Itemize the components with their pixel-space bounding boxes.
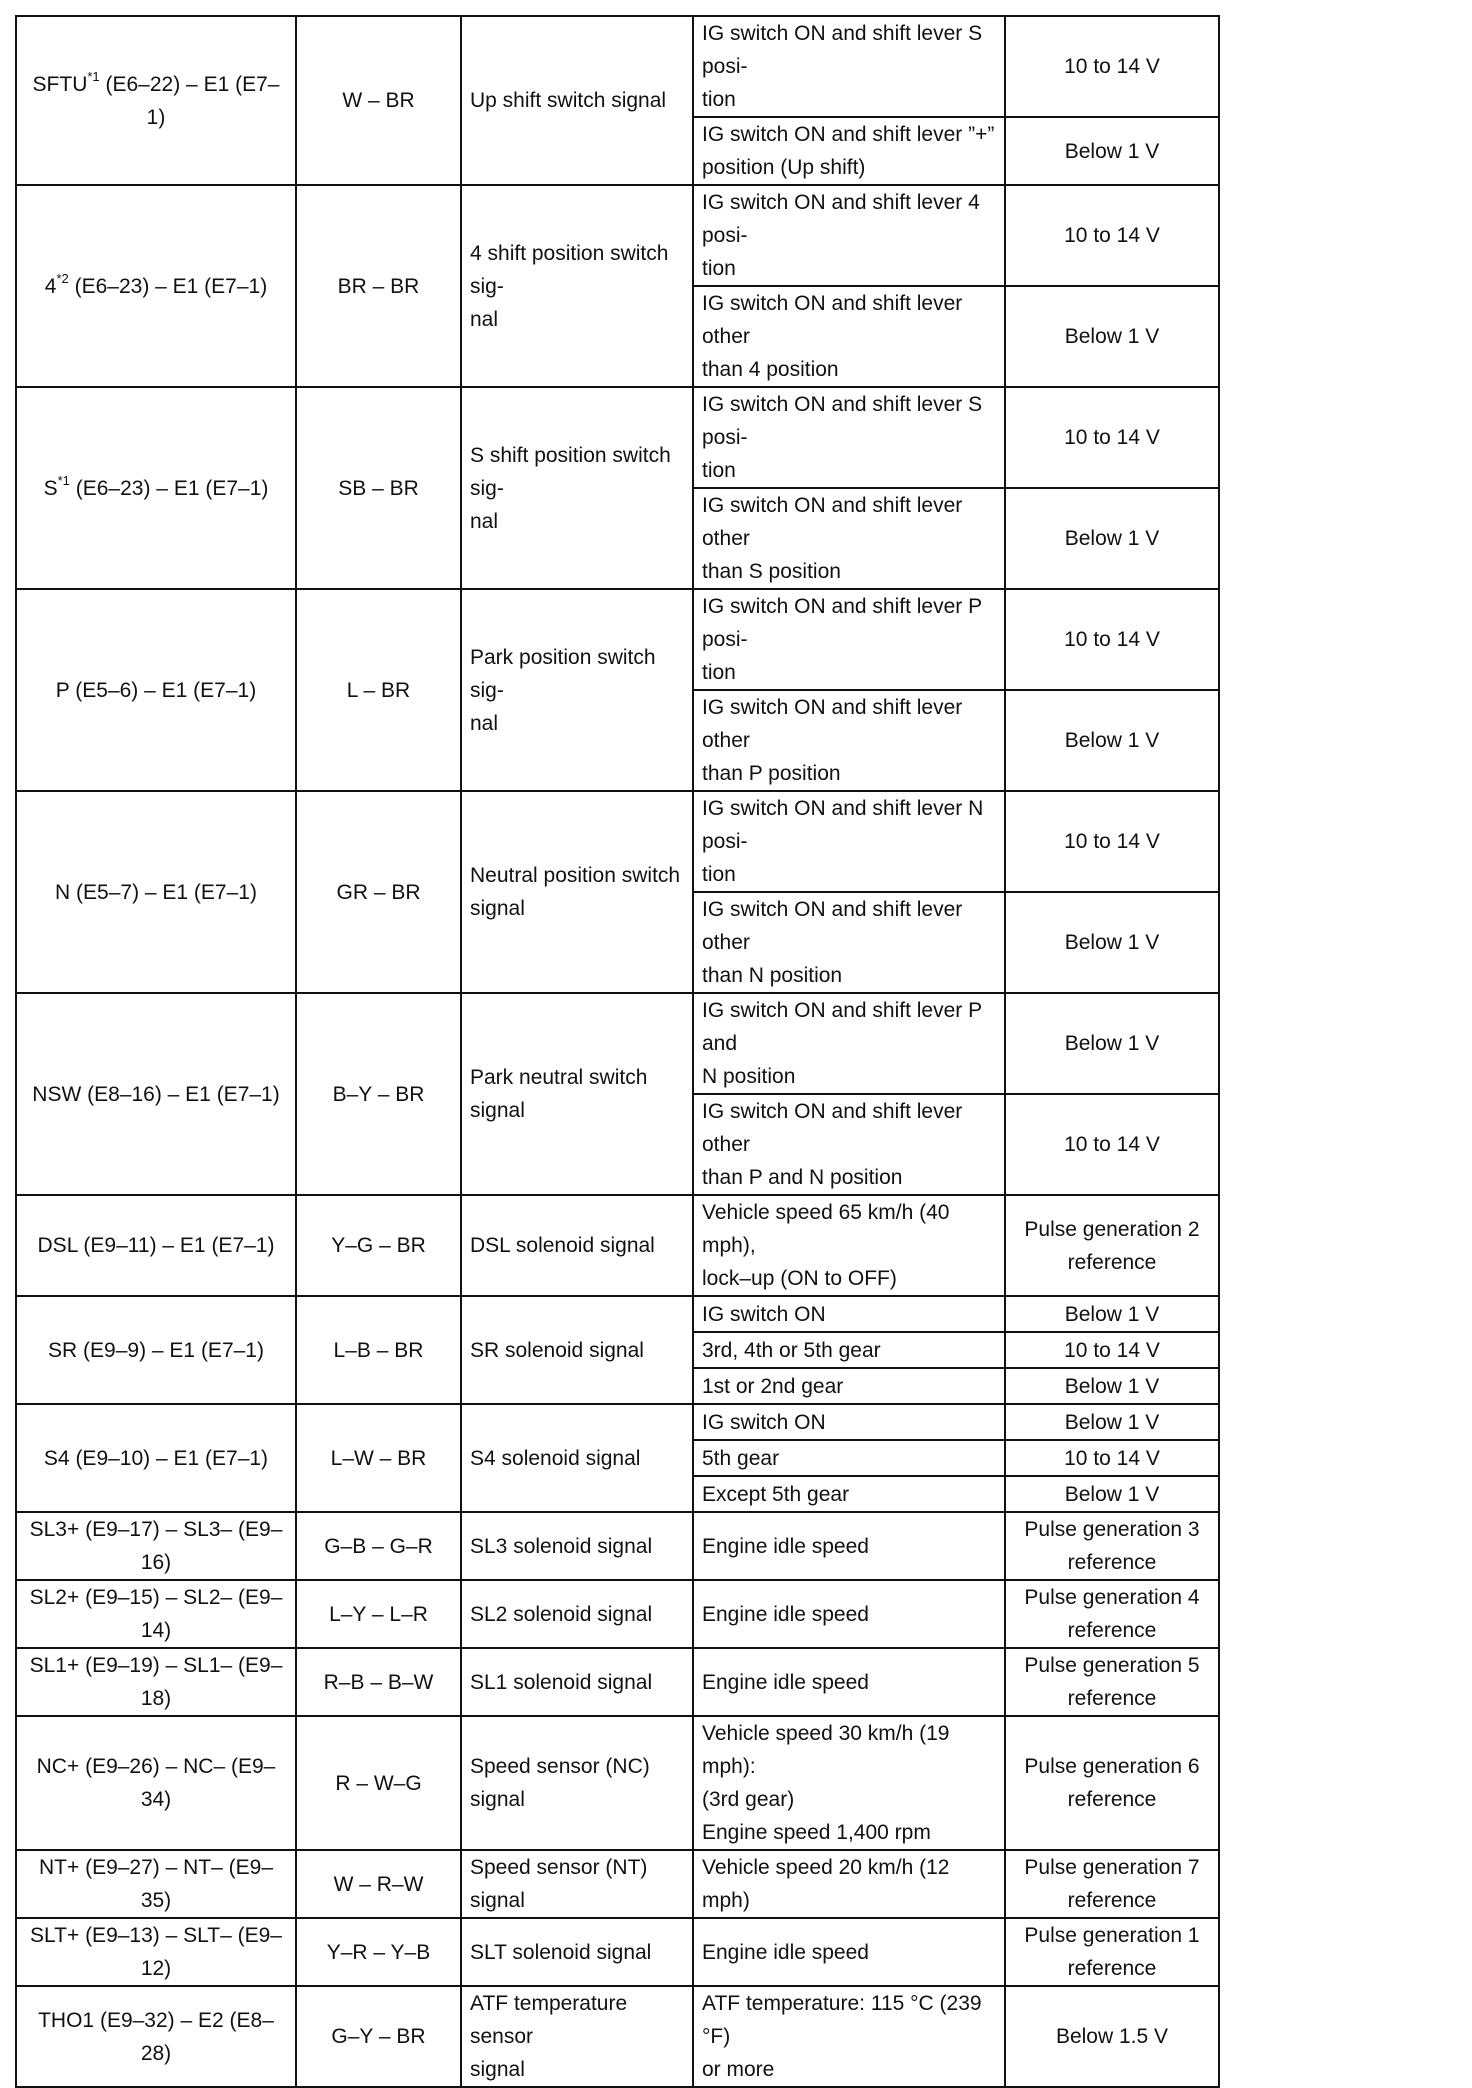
signal-description-cell bbox=[461, 791, 693, 993]
condition-cell bbox=[693, 690, 1005, 791]
cell-line: Engine idle speed bbox=[702, 1670, 869, 1694]
signal-description-cell bbox=[461, 185, 693, 387]
cell-line: Below 1 V bbox=[1064, 729, 1160, 752]
table-row bbox=[16, 1716, 1219, 1850]
cell-line: S4 solenoid signal bbox=[470, 1446, 641, 1470]
terminal-name: THO1 (E9–32) – E2 (E8–28) bbox=[38, 2008, 274, 2065]
wiring-color-cell: B–Y – BR bbox=[296, 993, 461, 1195]
terminal-inspection-table bbox=[15, 15, 1220, 2088]
terminal-cell bbox=[16, 791, 296, 993]
cell-line: Below 1 V bbox=[1064, 1032, 1160, 1055]
cell-line: position (Up shift) bbox=[702, 156, 866, 179]
specified-value-cell bbox=[1005, 117, 1219, 185]
terminal-pins: (E6–23) – E1 (E7–1) bbox=[69, 476, 269, 500]
cell-line: 10 to 14 V bbox=[1064, 1446, 1160, 1470]
cell-line: tion bbox=[702, 88, 736, 111]
terminal-name: NC+ (E9–26) – NC– (E9–34) bbox=[36, 1755, 276, 1811]
condition-cell bbox=[693, 1512, 1005, 1580]
signal-description-cell bbox=[461, 1918, 693, 1986]
cell-line: Vehicle speed 20 km/h (12 mph) bbox=[702, 1856, 950, 1912]
specified-value-cell bbox=[1005, 387, 1219, 488]
terminal-name: 4 bbox=[44, 274, 57, 298]
cell-line: reference bbox=[1067, 1619, 1157, 1642]
specified-value-cell bbox=[1005, 1476, 1219, 1512]
table-row bbox=[16, 589, 1219, 690]
cell-line: Vehicle speed 65 km/h (40 mph), bbox=[702, 1201, 950, 1257]
terminal-cell bbox=[16, 16, 296, 185]
table-body bbox=[16, 16, 1219, 2087]
condition-cell bbox=[693, 1368, 1005, 1404]
cell-line: N position bbox=[702, 1065, 796, 1088]
table-row bbox=[16, 1850, 1219, 1918]
condition-cell bbox=[693, 1440, 1005, 1476]
wiring-color-cell: Y–R – Y–B bbox=[296, 1918, 461, 1986]
terminal-cell bbox=[16, 1986, 296, 2087]
wiring-color-cell: G–Y – BR bbox=[296, 1986, 461, 2087]
specified-value-cell bbox=[1005, 1918, 1219, 1986]
terminal-name: SL1+ (E9–19) – SL1– (E9–18) bbox=[29, 1654, 283, 1710]
table-row bbox=[16, 993, 1219, 1094]
specified-value-cell bbox=[1005, 16, 1219, 117]
signal-description-cell bbox=[461, 1404, 693, 1512]
cell-line: IG switch ON bbox=[702, 1302, 826, 1326]
terminal-cell bbox=[16, 1296, 296, 1404]
signal-description-cell bbox=[461, 1986, 693, 2087]
table-row bbox=[16, 16, 1219, 117]
condition-cell bbox=[693, 589, 1005, 690]
condition-cell bbox=[693, 286, 1005, 387]
cell-line: Below 1 V bbox=[1064, 1374, 1160, 1398]
cell-line: than P and N position bbox=[702, 1166, 903, 1189]
cell-line: Engine speed 1,400 rpm bbox=[702, 1821, 931, 1844]
cell-line: Pulse generation 5 bbox=[1024, 1654, 1200, 1677]
cell-line: 10 to 14 V bbox=[1064, 628, 1160, 651]
wiring-color-cell: L–B – BR bbox=[296, 1296, 461, 1404]
condition-cell bbox=[693, 1094, 1005, 1195]
cell-line: Pulse generation 1 bbox=[1024, 1924, 1200, 1947]
cell-line: signal bbox=[470, 2058, 525, 2081]
specified-value-cell bbox=[1005, 1648, 1219, 1716]
signal-description-cell bbox=[461, 1512, 693, 1580]
signal-description-cell bbox=[461, 1716, 693, 1850]
signal-description-cell bbox=[461, 1195, 693, 1296]
condition-cell bbox=[693, 488, 1005, 589]
wiring-color-cell: L–W – BR bbox=[296, 1404, 461, 1512]
signal-description-cell bbox=[461, 1296, 693, 1404]
cell-line: tion bbox=[702, 661, 736, 684]
cell-line: Below 1 V bbox=[1064, 139, 1160, 163]
terminal-pins: (E6–22) – E1 (E7–1) bbox=[99, 72, 280, 129]
cell-line: Speed sensor (NT) signal bbox=[470, 1856, 648, 1912]
cell-line: Engine idle speed bbox=[702, 1940, 869, 1964]
wiring-color-cell: W – R–W bbox=[296, 1850, 461, 1918]
table-row bbox=[16, 1195, 1219, 1296]
table-row bbox=[16, 185, 1219, 286]
cell-line: Up shift switch signal bbox=[470, 89, 667, 112]
table-row bbox=[16, 791, 1219, 892]
terminal-cell bbox=[16, 387, 296, 589]
terminal-cell bbox=[16, 185, 296, 387]
specified-value-cell bbox=[1005, 1296, 1219, 1332]
specified-value-cell bbox=[1005, 892, 1219, 993]
condition-cell bbox=[693, 993, 1005, 1094]
signal-description-cell bbox=[461, 1850, 693, 1918]
terminal-name: DSL (E9–11) – E1 (E7–1) bbox=[37, 1234, 275, 1257]
cell-line: tion bbox=[702, 257, 736, 280]
terminal-cell bbox=[16, 1580, 296, 1648]
terminal-name: NT+ (E9–27) – NT– (E9–35) bbox=[38, 1856, 273, 1912]
cell-line: Pulse generation 7 bbox=[1024, 1856, 1200, 1879]
wiring-color-cell: G–B – G–R bbox=[296, 1512, 461, 1580]
terminal-cell bbox=[16, 1648, 296, 1716]
cell-line: IG switch ON and shift lever other bbox=[702, 898, 963, 954]
condition-cell bbox=[693, 117, 1005, 185]
cell-line: ATF temperature: 115 °C (239 °F) bbox=[702, 1992, 982, 2048]
cell-line: than N position bbox=[702, 964, 843, 987]
cell-line: reference bbox=[1067, 1250, 1157, 1274]
cell-line: Speed sensor (NC) signal bbox=[470, 1755, 650, 1811]
cell-line: Below 1 V bbox=[1064, 931, 1160, 954]
condition-cell bbox=[693, 1332, 1005, 1368]
condition-cell bbox=[693, 1986, 1005, 2087]
specified-value-cell bbox=[1005, 488, 1219, 589]
cell-line: Pulse generation 3 bbox=[1024, 1518, 1200, 1541]
terminal-footnote: *1 bbox=[57, 472, 70, 488]
cell-line: Park neutral switch signal bbox=[470, 1066, 648, 1122]
table-row bbox=[16, 1918, 1219, 1986]
cell-line: IG switch ON bbox=[702, 1410, 826, 1434]
terminal-name: SLT+ (E9–13) – SLT– (E9–12) bbox=[30, 1924, 282, 1980]
condition-cell bbox=[693, 1918, 1005, 1986]
wiring-color-cell: Y–G – BR bbox=[296, 1195, 461, 1296]
cell-line: 1st or 2nd gear bbox=[702, 1374, 844, 1398]
wiring-color-cell: R – W–G bbox=[296, 1716, 461, 1850]
signal-description-cell bbox=[461, 16, 693, 185]
terminal-name: S4 (E9–10) – E1 (E7–1) bbox=[43, 1446, 269, 1470]
condition-cell bbox=[693, 892, 1005, 993]
specified-value-cell bbox=[1005, 1716, 1219, 1850]
wiring-color-cell: SB – BR bbox=[296, 387, 461, 589]
table-row bbox=[16, 1404, 1219, 1440]
cell-line: SL3 solenoid signal bbox=[470, 1534, 653, 1558]
cell-line: reference bbox=[1067, 1788, 1157, 1811]
table-row bbox=[16, 1580, 1219, 1648]
terminal-cell bbox=[16, 589, 296, 791]
cell-line: 10 to 14 V bbox=[1064, 55, 1160, 78]
cell-line: 5th gear bbox=[702, 1446, 780, 1470]
cell-line: IG switch ON and shift lever P posi- bbox=[702, 595, 982, 651]
cell-line: reference bbox=[1067, 1889, 1157, 1912]
specified-value-cell bbox=[1005, 1440, 1219, 1476]
specified-value-cell bbox=[1005, 1404, 1219, 1440]
signal-description-cell bbox=[461, 589, 693, 791]
table-row bbox=[16, 1512, 1219, 1580]
cell-line: Below 1 V bbox=[1064, 325, 1160, 348]
terminal-name: P (E5–6) – E1 (E7–1) bbox=[55, 678, 257, 702]
terminal-name: SR (E9–9) – E1 (E7–1) bbox=[48, 1338, 264, 1362]
cell-line: lock–up (ON to OFF) bbox=[702, 1267, 897, 1290]
cell-line: Neutral position switch bbox=[470, 864, 681, 887]
signal-description-cell bbox=[461, 387, 693, 589]
specified-value-cell bbox=[1005, 1368, 1219, 1404]
cell-line: Pulse generation 2 bbox=[1024, 1217, 1200, 1241]
cell-line: than P position bbox=[702, 762, 841, 785]
specified-value-cell bbox=[1005, 1094, 1219, 1195]
terminal-name: N (E5–7) – E1 (E7–1) bbox=[55, 880, 257, 904]
terminal-footnote: *2 bbox=[56, 270, 69, 286]
specified-value-cell bbox=[1005, 1512, 1219, 1580]
cell-line: tion bbox=[702, 863, 736, 886]
cell-line: than S position bbox=[702, 560, 841, 583]
cell-line: 10 to 14 V bbox=[1064, 830, 1160, 853]
table-row bbox=[16, 1648, 1219, 1716]
cell-line: Below 1 V bbox=[1064, 1302, 1160, 1326]
table-row bbox=[16, 1296, 1219, 1332]
condition-cell bbox=[693, 1850, 1005, 1918]
cell-line: nal bbox=[470, 307, 499, 331]
terminal-name: SL2+ (E9–15) – SL2– (E9–14) bbox=[29, 1586, 283, 1642]
cell-line: or more bbox=[702, 2058, 775, 2081]
signal-description-cell bbox=[461, 1580, 693, 1648]
wiring-color-cell: L – BR bbox=[296, 589, 461, 791]
cell-line: Below 1.5 V bbox=[1055, 2025, 1169, 2048]
table-row bbox=[16, 387, 1219, 488]
cell-line: SL2 solenoid signal bbox=[470, 1602, 653, 1626]
cell-line: SL1 solenoid signal bbox=[470, 1670, 653, 1694]
condition-cell bbox=[693, 1580, 1005, 1648]
specified-value-cell bbox=[1005, 1580, 1219, 1648]
cell-line: Below 1 V bbox=[1064, 527, 1160, 550]
specified-value-cell bbox=[1005, 286, 1219, 387]
cell-line: 4 shift position switch sig- bbox=[470, 241, 669, 298]
cell-line: IG switch ON and shift lever S posi- bbox=[702, 393, 983, 449]
cell-line: 10 to 14 V bbox=[1064, 426, 1160, 449]
cell-line: DSL solenoid signal bbox=[470, 1234, 655, 1257]
condition-cell bbox=[693, 1648, 1005, 1716]
terminal-name: S bbox=[43, 476, 58, 500]
condition-cell bbox=[693, 387, 1005, 488]
cell-line: IG switch ON and shift lever other bbox=[702, 696, 963, 752]
cell-line: Vehicle speed 30 km/h (19 mph): bbox=[702, 1722, 950, 1778]
terminal-cell bbox=[16, 1512, 296, 1580]
condition-cell bbox=[693, 1476, 1005, 1512]
cell-line: Engine idle speed bbox=[702, 1602, 869, 1626]
terminal-cell bbox=[16, 1716, 296, 1850]
condition-cell bbox=[693, 1195, 1005, 1296]
terminal-name: NSW (E8–16) – E1 (E7–1) bbox=[32, 1082, 280, 1106]
cell-line: IG switch ON and shift lever other bbox=[702, 494, 963, 550]
cell-line: Below 1 V bbox=[1064, 1482, 1160, 1506]
signal-description-cell bbox=[461, 993, 693, 1195]
cell-line: ATF temperature sensor bbox=[470, 1992, 628, 2048]
wiring-color-cell: R–B – B–W bbox=[296, 1648, 461, 1716]
signal-description-cell bbox=[461, 1648, 693, 1716]
terminal-cell bbox=[16, 1195, 296, 1296]
cell-line: Engine idle speed bbox=[702, 1534, 869, 1558]
specified-value-cell bbox=[1005, 1332, 1219, 1368]
cell-line: S shift position switch sig- bbox=[470, 443, 671, 500]
cell-line: IG switch ON and shift lever P and bbox=[702, 999, 982, 1055]
condition-cell bbox=[693, 791, 1005, 892]
specified-value-cell bbox=[1005, 1850, 1219, 1918]
condition-cell bbox=[693, 185, 1005, 286]
wiring-color-cell: W – BR bbox=[296, 16, 461, 185]
terminal-cell bbox=[16, 993, 296, 1195]
cell-line: nal bbox=[470, 711, 499, 735]
cell-line: 10 to 14 V bbox=[1064, 224, 1160, 247]
specified-value-cell bbox=[1005, 1195, 1219, 1296]
cell-line: SLT solenoid signal bbox=[470, 1940, 652, 1964]
terminal-cell bbox=[16, 1918, 296, 1986]
cell-line: signal bbox=[470, 897, 525, 920]
condition-cell bbox=[693, 1296, 1005, 1332]
specified-value-cell bbox=[1005, 1986, 1219, 2087]
cell-line: reference bbox=[1067, 1551, 1157, 1574]
cell-line: 10 to 14 V bbox=[1064, 1338, 1160, 1362]
cell-line: tion bbox=[702, 459, 736, 482]
cell-line: IG switch ON and shift lever other bbox=[702, 292, 963, 348]
terminal-cell bbox=[16, 1404, 296, 1512]
terminal-name: SL3+ (E9–17) – SL3– (E9–16) bbox=[29, 1518, 283, 1574]
wiring-color-cell: GR – BR bbox=[296, 791, 461, 993]
condition-cell bbox=[693, 1404, 1005, 1440]
cell-line: IG switch ON and shift lever N posi- bbox=[702, 797, 984, 853]
cell-line: than 4 position bbox=[702, 358, 839, 381]
cell-line: reference bbox=[1067, 1957, 1157, 1980]
cell-line: 3rd, 4th or 5th gear bbox=[702, 1338, 881, 1362]
cell-line: Park position switch sig- bbox=[470, 645, 656, 702]
wiring-color-cell: L–Y – L–R bbox=[296, 1580, 461, 1648]
cell-line: IG switch ON and shift lever ”+” bbox=[702, 123, 995, 146]
specified-value-cell bbox=[1005, 589, 1219, 690]
specified-value-cell bbox=[1005, 690, 1219, 791]
cell-line: IG switch ON and shift lever 4 posi- bbox=[702, 191, 980, 247]
terminal-pins: (E6–23) – E1 (E7–1) bbox=[68, 274, 268, 298]
table-row bbox=[16, 1986, 1219, 2087]
specified-value-cell bbox=[1005, 993, 1219, 1094]
cell-line: 10 to 14 V bbox=[1064, 1133, 1160, 1156]
cell-line: (3rd gear) bbox=[702, 1788, 795, 1811]
wiring-color-cell: BR – BR bbox=[296, 185, 461, 387]
specified-value-cell bbox=[1005, 185, 1219, 286]
cell-line: Below 1 V bbox=[1064, 1410, 1160, 1434]
terminal-footnote: *1 bbox=[87, 68, 100, 84]
cell-line: reference bbox=[1067, 1687, 1157, 1710]
cell-line: Pulse generation 4 bbox=[1024, 1586, 1200, 1609]
terminal-name: SFTU bbox=[32, 72, 88, 96]
terminal-cell bbox=[16, 1850, 296, 1918]
condition-cell bbox=[693, 1716, 1005, 1850]
condition-cell bbox=[693, 16, 1005, 117]
cell-line: IG switch ON and shift lever other bbox=[702, 1100, 963, 1156]
cell-line: Except 5th gear bbox=[702, 1482, 850, 1506]
cell-line: SR solenoid signal bbox=[470, 1338, 644, 1362]
specified-value-cell bbox=[1005, 791, 1219, 892]
cell-line: Pulse generation 6 bbox=[1024, 1755, 1200, 1778]
cell-line: nal bbox=[470, 509, 499, 533]
cell-line: IG switch ON and shift lever S posi- bbox=[702, 22, 983, 78]
